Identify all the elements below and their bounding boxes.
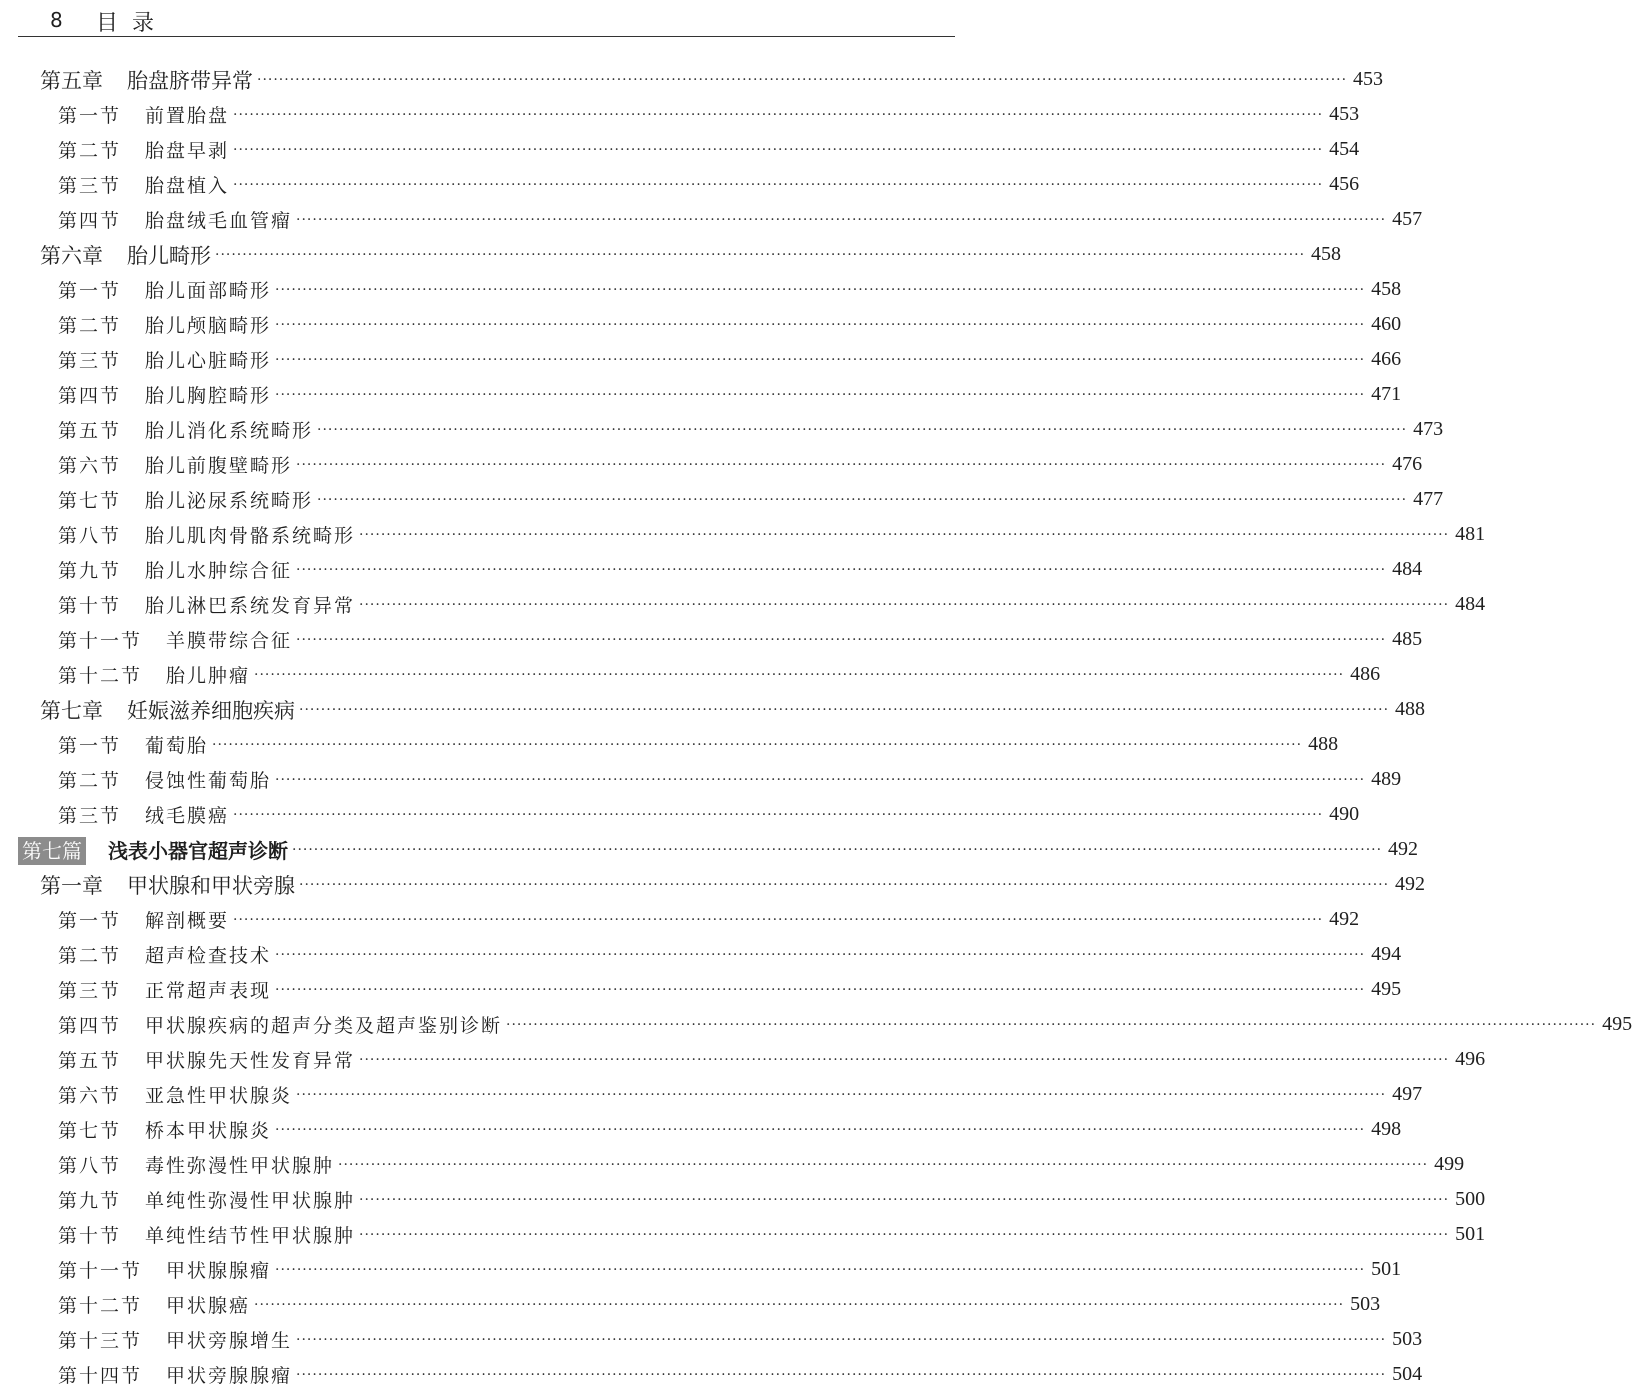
toc-entry-section [0,762,1402,797]
page-ref: 466 [1371,348,1402,370]
section-number: 第二节 [58,770,122,792]
section-title: 胎儿前腹壁畸形 [145,455,293,477]
page-ref: 476 [1392,453,1423,475]
section-number: 第四节 [58,1015,122,1037]
toc-entry-section [0,412,1444,447]
leader-dots: ········································································································································································································ [506,1016,1597,1033]
section-number: 第十节 [58,1225,122,1247]
leader-dots: ········································································································································································································ [296,1086,1387,1103]
page-ref: 494 [1371,943,1402,965]
leader-dots: ········································································································································································································ [275,386,1366,403]
leader-dots: ········································································································································································································ [275,946,1366,963]
toc-entry-chapter [0,867,1426,902]
chapter-number: 第五章 [40,68,103,93]
section-title: 前置胎盘 [145,105,230,127]
header-title: 目录 [96,11,169,36]
leader-dots: ········································································································································································································ [296,211,1387,228]
page-ref: 484 [1455,593,1486,615]
section-title: 胎儿肌肉骨骼系统畸形 [145,525,356,547]
page-ref: 498 [1371,1118,1402,1140]
section-title: 甲状旁腺腺瘤 [166,1365,293,1387]
toc-entry-section [0,972,1402,1007]
toc-entry-section [0,1322,1423,1357]
toc-entry-section [0,1357,1423,1392]
section-number: 第五节 [58,420,122,442]
leader-dots: ········································································································································································································ [275,771,1366,788]
section-title: 胎盘绒毛血管瘤 [145,210,293,232]
toc-entry-section [0,727,1339,762]
chapter-title: 胎盘脐带异常 [127,68,253,93]
chapter-title: 胎儿畸形 [127,243,211,268]
section-title: 甲状腺先天性发育异常 [145,1050,356,1072]
leader-dots: ········································································································································································································ [317,421,1408,438]
leader-dots: ········································································································································································································ [257,71,1348,88]
toc-entry-section [0,167,1360,202]
leader-dots: ········································································································································································································ [292,841,1383,858]
section-number: 第十三节 [58,1330,143,1352]
page-ref: 492 [1388,838,1419,860]
section-title: 葡萄胎 [145,735,209,757]
leader-dots: ········································································································································································································ [359,596,1450,613]
toc-entry-section [0,1042,1486,1077]
table-of-contents [0,62,1632,1392]
leader-dots: ········································································································································································································ [254,1296,1345,1313]
section-number: 第十二节 [58,1295,143,1317]
toc-entry-section [0,1007,1632,1042]
section-number: 第一节 [58,910,122,932]
page-ref: 500 [1455,1188,1486,1210]
page-ref: 458 [1311,243,1342,265]
section-title: 侵蚀性葡萄胎 [145,770,272,792]
toc-entry-section [0,1077,1423,1112]
section-number: 第一节 [58,105,122,127]
leader-dots: ········································································································································································································ [296,1366,1387,1383]
page-ref: 489 [1371,768,1402,790]
toc-entry-section [0,1147,1465,1182]
page-ref: 504 [1392,1363,1423,1385]
leader-dots: ········································································································································································································ [359,1226,1450,1243]
section-title: 胎儿淋巴系统发育异常 [145,595,356,617]
section-number: 第二节 [58,140,122,162]
toc-entry-section [0,132,1360,167]
page-ref: 488 [1395,698,1426,720]
page-ref: 484 [1392,558,1423,580]
page-number: 8 [50,8,63,32]
page-ref: 501 [1371,1258,1402,1280]
section-title: 甲状腺癌 [166,1295,251,1317]
leader-dots: ········································································································································································································ [338,1156,1429,1173]
section-number: 第二节 [58,945,122,967]
toc-entry-section [0,1112,1402,1147]
leader-dots: ········································································································································································································ [317,491,1408,508]
section-title: 胎儿肿瘤 [166,665,251,687]
section-number: 第十一节 [58,630,143,652]
toc-entry-section [0,272,1402,307]
toc-entry-section [0,202,1423,237]
leader-dots: ········································································································································································································ [254,666,1345,683]
section-title: 毒性弥漫性甲状腺肿 [145,1155,335,1177]
toc-entry-section [0,1217,1486,1252]
page-ref: 473 [1413,418,1444,440]
leader-dots: ········································································································································································································ [212,736,1303,753]
section-title: 胎儿胸腔畸形 [145,385,272,407]
toc-entry-section [0,97,1360,132]
page-ref: 454 [1329,138,1360,160]
section-number: 第三节 [58,175,122,197]
leader-dots: ········································································································································································································ [296,1331,1387,1348]
section-number: 第八节 [58,1155,122,1177]
section-number: 第十四节 [58,1365,143,1387]
leader-dots: ········································································································································································································ [275,1121,1366,1138]
section-number: 第九节 [58,1190,122,1212]
section-number: 第八节 [58,525,122,547]
toc-entry-section [0,517,1486,552]
chapter-number: 第七章 [40,698,103,723]
section-title: 胎盘早剥 [145,140,230,162]
page-ref: 471 [1371,383,1402,405]
section-number: 第七节 [58,1120,122,1142]
section-title: 解剖概要 [145,910,230,932]
page-ref: 501 [1455,1223,1486,1245]
page-ref: 490 [1329,803,1360,825]
page-ref: 495 [1602,1013,1632,1035]
page-ref: 453 [1353,68,1384,90]
section-title: 甲状腺疾病的超声分类及超声鉴别诊断 [145,1015,503,1037]
page-ref: 453 [1329,103,1360,125]
section-number: 第十二节 [58,665,143,687]
leader-dots: ········································································································································································································ [215,246,1306,263]
section-number: 第七节 [58,490,122,512]
section-number: 第五节 [58,1050,122,1072]
page-ref: 460 [1371,313,1402,335]
section-title: 甲状旁腺增生 [166,1330,293,1352]
page-ref: 486 [1350,663,1381,685]
section-title: 单纯性结节性甲状腺肿 [145,1225,356,1247]
toc-entry-section [0,587,1486,622]
toc-entry-section [0,622,1423,657]
section-number: 第一节 [58,280,122,302]
page-ref: 499 [1434,1153,1465,1175]
section-number: 第六节 [58,1085,122,1107]
toc-entry-section [0,377,1402,412]
page-ref: 495 [1371,978,1402,1000]
leader-dots: ········································································································································································································ [299,701,1390,718]
leader-dots: ········································································································································································································ [359,1191,1450,1208]
chapter-number: 第一章 [40,873,103,898]
toc-entry-section [0,937,1402,972]
section-title: 绒毛膜癌 [145,805,230,827]
leader-dots: ········································································································································································································ [359,1051,1450,1068]
leader-dots: ········································································································································································································ [233,806,1324,823]
leader-dots: ········································································································································································································ [275,351,1366,368]
page-ref: 503 [1392,1328,1423,1350]
toc-entry-section [0,902,1360,937]
page-ref: 503 [1350,1293,1381,1315]
leader-dots: ········································································································································································································ [299,876,1390,893]
section-title: 胎儿颅脑畸形 [145,315,272,337]
leader-dots: ········································································································································································································ [233,176,1324,193]
section-title: 胎儿泌尿系统畸形 [145,490,314,512]
leader-dots: ········································································································································································································ [296,561,1387,578]
toc-entry-part [0,832,1419,867]
section-title: 胎儿水肿综合征 [145,560,293,582]
leader-dots: ········································································································································································································ [359,526,1450,543]
toc-entry-section [0,307,1402,342]
leader-dots: ········································································································································································································ [233,141,1324,158]
leader-dots: ········································································································································································································ [275,1261,1366,1278]
section-title: 胎儿面部畸形 [145,280,272,302]
page-ref: 488 [1308,733,1339,755]
section-number: 第十一节 [58,1260,143,1282]
leader-dots: ········································································································································································································ [296,456,1387,473]
toc-entry-chapter [0,62,1384,97]
section-number: 第二节 [58,315,122,337]
leader-dots: ········································································································································································································ [275,281,1366,298]
toc-entry-section [0,447,1423,482]
chapter-title: 妊娠滋养细胞疾病 [127,698,295,723]
section-title: 正常超声表现 [145,980,272,1002]
section-title: 亚急性甲状腺炎 [145,1085,293,1107]
page-ref: 458 [1371,278,1402,300]
section-number: 第四节 [58,210,122,232]
toc-entry-section [0,1287,1381,1322]
page-ref: 492 [1329,908,1360,930]
section-title: 单纯性弥漫性甲状腺肿 [145,1190,356,1212]
toc-entry-section [0,797,1360,832]
toc-entry-chapter [0,237,1342,272]
page-ref: 457 [1392,208,1423,230]
part-title: 浅表小器官超声诊断 [108,839,288,863]
leader-dots: ········································································································································································································ [275,316,1366,333]
leader-dots: ········································································································································································································ [233,106,1324,123]
page-ref: 497 [1392,1083,1423,1105]
section-title: 桥本甲状腺炎 [145,1120,272,1142]
chapter-title: 甲状腺和甲状旁腺 [127,873,295,898]
toc-entry-section [0,1182,1486,1217]
toc-entry-section [0,657,1381,692]
section-number: 第一节 [58,735,122,757]
section-number: 第三节 [58,805,122,827]
page-ref: 477 [1413,488,1444,510]
part-badge: 第七篇 [18,837,86,865]
section-title: 超声检查技术 [145,945,272,967]
toc-entry-section [0,552,1423,587]
leader-dots: ········································································································································································································ [275,981,1366,998]
toc-entry-chapter [0,692,1426,727]
section-title: 胎盘植入 [145,175,230,197]
toc-entry-section [0,342,1402,377]
section-number: 第六节 [58,455,122,477]
page-ref: 481 [1455,523,1486,545]
section-title: 甲状腺腺瘤 [166,1260,272,1282]
section-title: 胎儿消化系统畸形 [145,420,314,442]
page-ref: 492 [1395,873,1426,895]
section-number: 第十节 [58,595,122,617]
section-number: 第四节 [58,385,122,407]
section-number: 第九节 [58,560,122,582]
page-header [18,0,955,37]
section-number: 第三节 [58,350,122,372]
section-title: 胎儿心脏畸形 [145,350,272,372]
page-ref: 496 [1455,1048,1486,1070]
leader-dots: ········································································································································································································ [296,631,1387,648]
chapter-number: 第六章 [40,243,103,268]
toc-entry-section [0,482,1444,517]
page-ref: 485 [1392,628,1423,650]
section-number: 第三节 [58,980,122,1002]
toc-entry-section [0,1252,1402,1287]
page-ref: 456 [1329,173,1360,195]
section-title: 羊膜带综合征 [166,630,293,652]
leader-dots: ········································································································································································································ [233,911,1324,928]
